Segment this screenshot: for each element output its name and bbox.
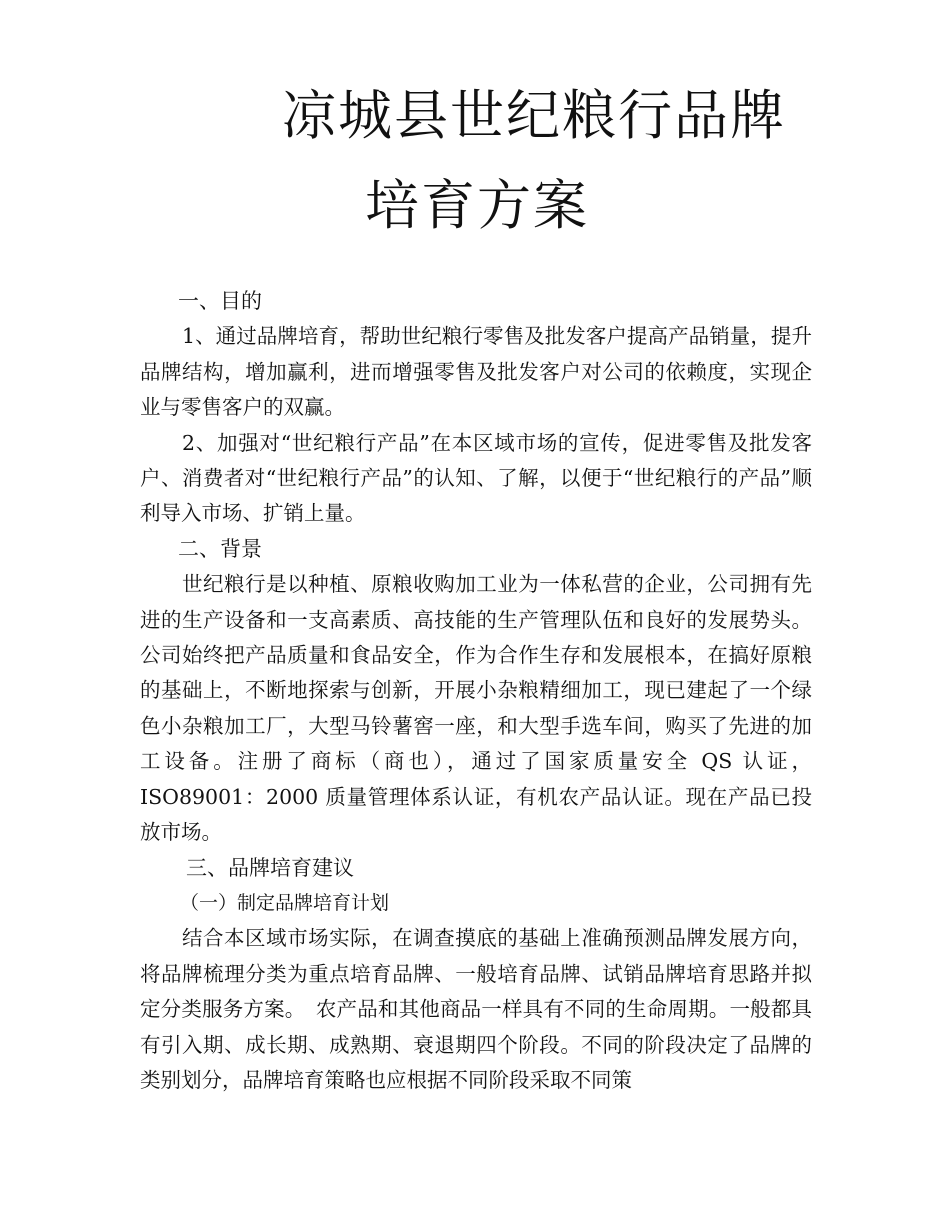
document-body xyxy=(140,284,812,1098)
section-heading-purpose: 一、目的 xyxy=(178,289,262,313)
section-heading-suggestions: 三、品牌培育建议 xyxy=(186,855,354,880)
section-heading-background: 二、背景 xyxy=(178,536,262,561)
paragraph-purpose-2: 2、加强对“世纪粮行产品”在本区域市场的宣传，促进零售及批发客户、消费者对“世纪粮行产品”的认知、了解，以便于“世纪粮行的产品”顺利导入市场、扩销上量。 xyxy=(140,430,812,526)
paragraph-plan: 结合本区域市场实际，在调查摸底的基础上准确预测品牌发展方向，将品牌梳理分类为重点培育品牌、一般培育品牌、试销品牌培育思路并拟定分类服务方案。 农产品和其他商品一样具有不同的生命周期。一般都具有引入期、成长期、成熟期、衰退期四个阶段。不同的阶段决定了品牌的类别划分，品牌培育策略也应根据不同阶段采取不同策 xyxy=(140,926,812,1092)
document-title-line-2: 培育方案 xyxy=(365,174,589,237)
document-title-line-1: 凉城县世纪粮行品牌 xyxy=(282,84,786,147)
paragraph-background: 世纪粮行是以种植、原粮收购加工业为一体私营的企业，公司拥有先进的生产设备和一支高素质、高技能的生产管理队伍和良好的发展势头。公司始终把产品质量和食品安全，作为合作生存和发展根本，在搞好原粮的基础上，不断地探索与创新，开展小杂粮精细加工，现已建起了一个绿色小杂粮加工厂，大型马铃薯窖一座，和大型手选车间，购买了先进的加工设备。注册了商标（商也），通过了国家质量安全 QS 认证，ISO89001：2000 质量管理体系认证，有机农产品认证。现在产品已投放市场。 xyxy=(140,572,812,845)
paragraph-purpose-1: 1、通过品牌培育，帮助世纪粮行零售及批发客户提高产品销量，提升品牌结构，增加赢利，进而增强零售及批发客户对公司的依赖度，实现企业与零售客户的双赢。 xyxy=(140,324,812,420)
subsection-heading-plan: （一）制定品牌培育计划 xyxy=(180,891,390,914)
